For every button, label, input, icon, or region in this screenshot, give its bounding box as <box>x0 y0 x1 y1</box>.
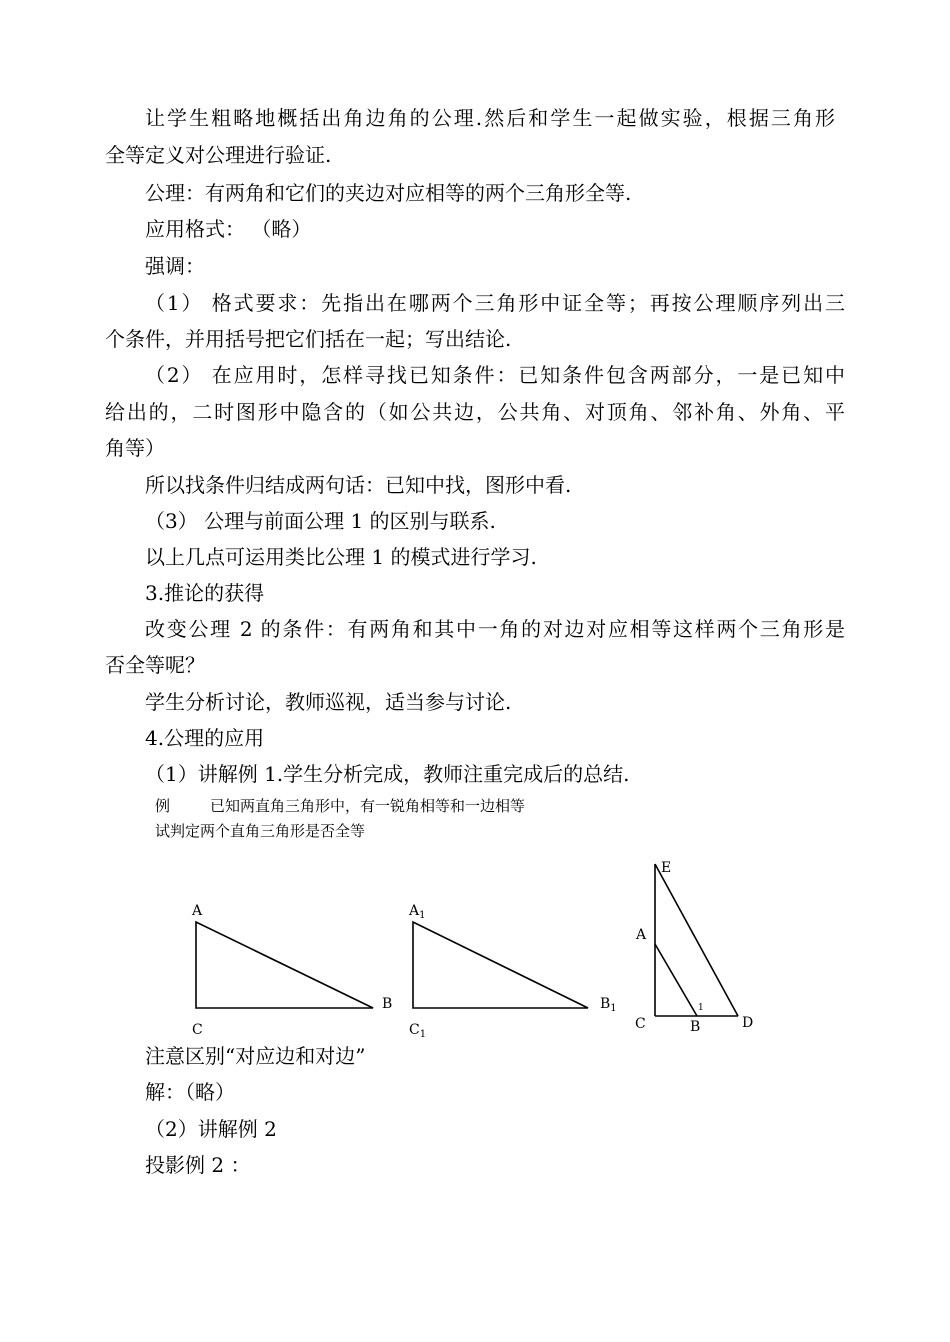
segment-ab <box>655 944 697 1016</box>
paragraph-line: 注意区别“对应边和对边” <box>145 1044 366 1068</box>
label-d: D <box>742 1015 754 1031</box>
triangle-abc <box>196 922 373 1008</box>
triangle-a1b1c1 <box>413 922 588 1008</box>
paragraph-line: 个条件，并用括号把它们括在一起；写出结论. <box>105 327 512 351</box>
label-c: C <box>192 1022 203 1038</box>
figure-caption-line1: 已知两直角三角形中，有一锐角相等和一边相等 <box>210 797 526 815</box>
paragraph-line: 以上几点可运用类比公理 1 的模式进行学习. <box>145 545 537 569</box>
paragraph-line: （1） 格式要求：先指出在哪两个三角形中证全等；再按公理顺序列出三 <box>145 291 845 315</box>
paragraph-line: 4.公理的应用 <box>145 726 265 750</box>
figure-caption-label: 例 <box>155 797 171 815</box>
paragraph-line: 应用格式： （略） <box>145 217 312 241</box>
label-angle-1: 1 <box>698 1003 704 1013</box>
paragraph-line: 公理：有两角和它们的夹边对应相等的两个三角形全等. <box>145 181 632 205</box>
paragraph-line: 解：（略） <box>145 1080 235 1104</box>
label-e: E <box>661 860 672 876</box>
paragraph-line: 投影例 2 ： <box>145 1153 251 1177</box>
paragraph-line: （3） 公理与前面公理 1 的区别与联系. <box>145 509 496 533</box>
label-a1: $A_1$ <box>409 903 426 921</box>
figure-caption-line2: 试判定两个直角三角形是否全等 <box>155 822 366 840</box>
label-b: B <box>382 996 393 1012</box>
label-a3: A <box>636 927 647 943</box>
paragraph-line: 所以找条件归结成两句话：已知中找，图形中看. <box>145 473 572 497</box>
paragraph-line: 强调： <box>145 254 205 278</box>
paragraph-line: 全等定义对公理进行验证. <box>105 143 332 167</box>
paragraph-line: 改变公理 2 的条件：有两角和其中一角的对边对应相等这样两个三角形是 <box>145 617 845 641</box>
triangle-figure <box>0 848 950 1048</box>
segment-ed <box>655 864 738 1016</box>
paragraph-line: 让学生粗略地概括出角边角的公理.然后和学生一起做实验，根据三角形 <box>145 106 835 130</box>
label-c1: $C_1$ <box>409 1022 427 1040</box>
paragraph-line: （1）讲解例 1.学生分析完成，教师注重完成后的总结. <box>145 762 630 786</box>
label-b3: B <box>690 1019 701 1035</box>
paragraph-line: 给出的，二时图形中隐含的（如公共边，公共角、对顶角、邻补角、外角、平 <box>105 400 845 424</box>
label-b1: $B_1$ <box>600 996 617 1014</box>
paragraph-line: （2） 在应用时，怎样寻找已知条件：已知条件包含两部分，一是已知中 <box>145 363 845 387</box>
label-c3: C <box>635 1016 646 1032</box>
paragraph-line: 3.推论的获得 <box>145 581 265 605</box>
paragraph-line: 学生分析讨论，教师巡视，适当参与讨论. <box>145 690 512 714</box>
label-a: A <box>192 903 203 919</box>
paragraph-line: （2）讲解例 2 <box>145 1117 277 1141</box>
paragraph-line: 否全等呢？ <box>105 653 205 677</box>
paragraph-line: 角等） <box>105 436 165 460</box>
